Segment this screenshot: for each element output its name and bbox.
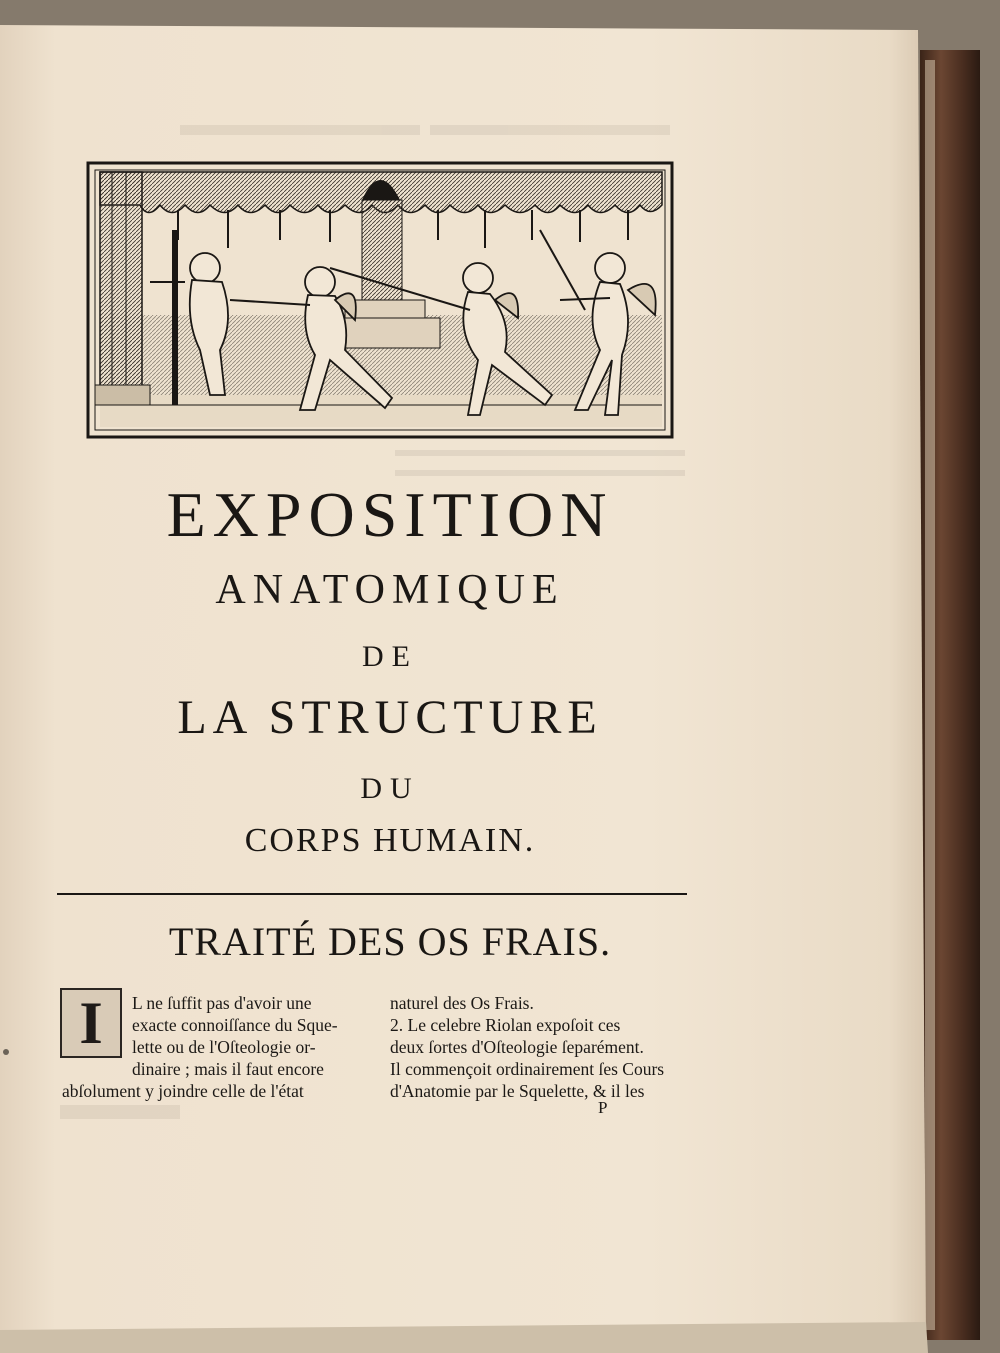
- column1-line: L ne ſuffit pas d'avoir une: [132, 993, 312, 1013]
- title-line-de: DE: [362, 640, 418, 673]
- column1-line: exacte connoiſſance du Sque-: [132, 1015, 338, 1035]
- title-line-du: DU: [360, 772, 420, 805]
- divider-rule: [57, 893, 687, 895]
- title-line-anatomique: ANATOMIQUE: [215, 567, 565, 613]
- title-line-exposition: EXPOSITION: [166, 479, 614, 550]
- column2-line: d'Anatomie par le Squelette, & il les: [390, 1081, 645, 1101]
- column2-line: deux ſortes d'Oſteologie ſeparément.: [390, 1037, 644, 1057]
- column1-line: dinaire ; mais il faut encore: [132, 1059, 324, 1079]
- signature-mark: P: [598, 1098, 608, 1117]
- column2-line: Il commençoit ordinairement ſes Cours: [390, 1059, 665, 1079]
- title-line-corps-humain: CORPS HUMAIN.: [244, 822, 536, 859]
- headpiece-illustration-icon: [88, 163, 672, 437]
- column1-line: lette ou de l'Oſteologie or-: [132, 1037, 316, 1057]
- drop-cap-ornament-icon: I: [60, 988, 122, 1058]
- column2-line: 2. Le celebre Riolan expoſoit ces: [390, 1015, 621, 1035]
- treatise-title: TRAITÉ DES OS FRAIS.: [168, 919, 612, 964]
- column1-line: abſolument y joindre celle de l'état: [62, 1081, 304, 1101]
- title-line-la-structure: LA STRUCTURE: [177, 691, 603, 744]
- column2-line: naturel des Os Frais.: [390, 993, 534, 1013]
